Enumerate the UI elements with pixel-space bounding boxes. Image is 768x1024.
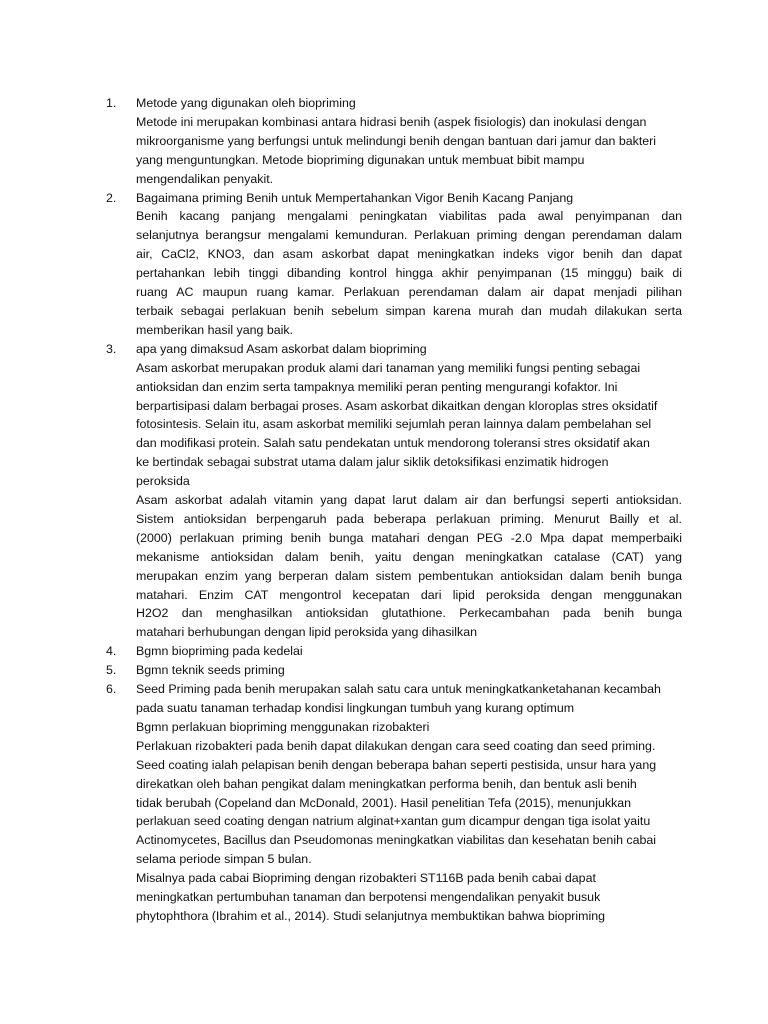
text-line: Perlakuan rizobakteri pada benih dapat dilakukan dengan cara seed coating dan seed priming. xyxy=(136,738,656,753)
text-line: Sistem antioksidan berpengaruh pada beberapa perlakuan priming. Menurut Bailly et al. xyxy=(136,511,682,526)
text-line: pada suatu tanaman terhadap kondisi lingkungan tumbuh yang kurang optimum xyxy=(136,701,575,715)
text-line: mengendalikan penyakit. xyxy=(136,171,274,186)
list-item xyxy=(106,680,682,926)
text-line: direkatkan oleh bahan pengikat dalam meningkatkan performa benih, dan bentuk asli benih xyxy=(136,776,637,791)
text-line: Metode ini merupakan kombinasi antara hidrasi benih (aspek fisiologis) dan inokulasi dengan xyxy=(136,114,647,129)
list-item xyxy=(106,189,682,340)
list-item-number: 5. xyxy=(106,663,117,678)
list-item xyxy=(106,661,682,680)
text-line: Asam askorbat adalah vitamin yang dapat larut dalam air dan berfungsi seperti antioksidan. xyxy=(136,493,682,508)
text-line: selanjutnya berangsur mengalami kemunduran. Perlakuan priming dengan perendaman dalam xyxy=(136,228,682,243)
text-line: tidak berubah (Copeland dan McDonald, 2001). Hasil penelitian Tefa (2015), menunjukkan xyxy=(136,795,632,810)
item-heading-line: Bgmn teknik seeds priming xyxy=(136,663,285,678)
list-item-number: 2. xyxy=(106,190,117,205)
text-line: pertahankan lebih tinggi dibanding kontrol hingga akhir penyimpanan (15 minggu) baik di xyxy=(136,266,682,281)
item-heading-line: Bgmn biopriming pada kedelai xyxy=(136,644,303,659)
text-line: phytophthora (Ibrahim et al., 2014). Studi selanjutnya membuktikan bahwa biopriming xyxy=(136,908,606,923)
text-line: perlakuan seed coating dengan natrium alginat+xantan gum dicampur dengan tiga isolat yaitu xyxy=(136,814,651,829)
text-line: matahari. Enzim CAT mengontrol kecepatan dari lipid peroksida dengan menggunakan xyxy=(136,587,682,602)
list-item-number: 6. xyxy=(106,682,117,697)
text-line: terbaik sebagai perlakuan benih sebelum simpan karena murah dan mudah dilakukan serta xyxy=(136,303,682,318)
text-line: berpartisipasi dalam berbagai proses. Asam askorbat dikaitkan dengan kloroplas stres oksidatif xyxy=(136,398,658,413)
text-line: mikroorganisme yang berfungsi untuk melindungi benih dengan bantuan dari jamur dan bakteri xyxy=(136,133,657,148)
list-item xyxy=(106,340,682,643)
text-line: (2000) perlakuan priming benih bunga matahari dengan PEG -2.0 Mpa dapat memperbaiki xyxy=(136,530,682,545)
list-item-number: 3. xyxy=(106,341,117,356)
text-line: Benih kacang panjang mengalami peningkatan viabilitas pada awal penyimpanan dan xyxy=(136,209,682,224)
text-line: ke bertindak sebagai substrat utama dalam jalur siklik detoksifikasi enzimatik hidrogen xyxy=(136,455,609,470)
text-line: Bgmn perlakuan biopriming menggunakan rizobakteri xyxy=(136,719,430,734)
text-line: Misalnya pada cabai Biopriming dengan rizobakteri ST116B pada benih cabai dapat xyxy=(136,871,596,886)
text-line: Asam askorbat merupakan produk alami dari tanaman yang memiliki fungsi penting sebagai xyxy=(136,360,641,375)
numbered-list xyxy=(106,94,682,926)
text-line: Actinomycetes, Bacillus dan Pseudomonas meningkatkan viabilitas dan kesehatan benih cabai xyxy=(136,833,657,848)
item-heading-line: Seed Priming pada benih merupakan salah satu cara untuk meningkatkanketahanan kecambah xyxy=(136,682,661,697)
text-line: antioksidan dan enzim serta tampaknya memiliki peran penting mengurangi kofaktor. Ini xyxy=(136,379,618,394)
list-item-number: 4. xyxy=(106,644,117,659)
text-line: air, CaCl2, KNO3, dan asam askorbat dapat meningkatkan indeks vigor benih dan dapat xyxy=(136,247,682,262)
item-heading-line: Metode yang digunakan oleh biopriming xyxy=(136,96,356,110)
text-line: yang menguntungkan. Metode biopriming digunakan untuk membuat bibit mampu xyxy=(136,152,585,167)
list-item xyxy=(106,642,682,661)
text-line: merupakan enzim yang berperan dalam sistem pembentukan antioksidan dalam benih bunga xyxy=(136,568,682,583)
text-line: meningkatkan pertumbuhan tanaman dan berpotensi mengendalikan penyakit busuk xyxy=(136,890,601,905)
text-line: fotosintesis. Selain itu, asam askorbat memiliki sejumlah peran lainnya dalam pembelahan sel xyxy=(136,417,652,432)
item-heading-line: apa yang dimaksud Asam askorbat dalam biopriming xyxy=(136,341,427,356)
list-item xyxy=(106,94,682,189)
text-line: Seed coating ialah pelapisan benih dengan beberapa bahan seperti pestisida, unsur hara yang xyxy=(136,757,657,772)
text-line: dan modifikasi protein. Salah satu pendekatan untuk mendorong toleransi stres oksidatif akan xyxy=(136,436,650,451)
text-line: H2O2 dan menghasilkan antioksidan glutathione. Perkecambahan pada benih bunga xyxy=(136,606,682,621)
text-line: memberikan hasil yang baik. xyxy=(136,322,294,337)
text-line: peroksida xyxy=(136,474,190,489)
item-heading-line: Bagaimana priming Benih untuk Mempertahankan Vigor Benih Kacang Panjang xyxy=(136,190,574,205)
text-line: ruang AC maupun ruang kamar. Perlakuan perendaman dalam air dapat menjadi pilihan xyxy=(136,285,682,300)
text-line: mekanisme antioksidan dalam benih, yaitu dengan meningkatkan catalase (CAT) yang xyxy=(136,549,682,564)
text-line: matahari berhubungan dengan lipid peroksida yang dihasilkan xyxy=(136,625,477,640)
text-line: selama periode simpan 5 bulan. xyxy=(136,852,312,867)
list-item-number: 1. xyxy=(106,96,117,110)
